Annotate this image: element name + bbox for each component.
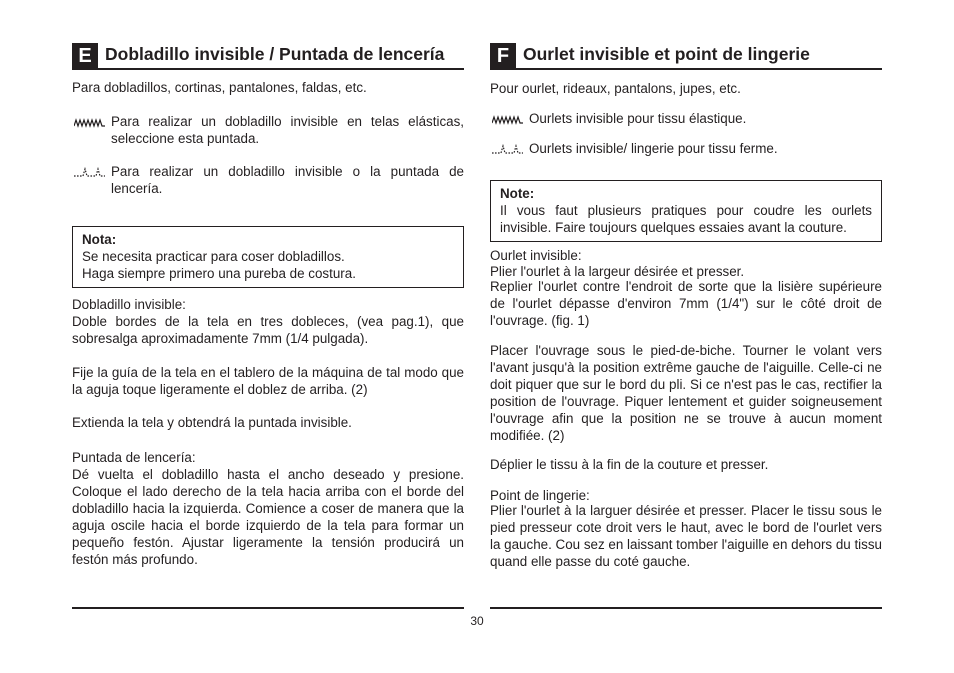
elastic-blind-stitch-icon — [74, 115, 105, 128]
stitch-description: Ourlets invisible/ lingerie pour tissu ferme. — [529, 141, 778, 156]
paragraph: Dé vuelta el dobladillo hasta el ancho deseado y presione. Coloque el lado derecho de la tela hacia arriba con el borde del dobladillo hacia la izquierda. Comience a coser de manera que la aguja oscile hacia el borde izquierdo de la tela para formar un pequeño festón. Ajustar ligeramente la tensión producirá un festón más profundo. — [72, 467, 464, 567]
paragraph: Placer l'ouvrage sous le pied-de-biche. Tourner le volant vers l'avant jusqu'à la position extrême gauche de l'aiguille. Celle-ci ne doit piquer que sur le bord du pli. Si ce n'est pas le cas, rectifier la position de l'ouvrage. Piquer lentement et guider soigneusement l'ouvrage afin que la position ne se trouve à aucun moment modifiée. (2) — [490, 343, 882, 443]
note-line: Se necesita practicar para coser dobladillos. — [82, 249, 345, 264]
paragraph: Plier l'ourlet à la largeur désirée et presser. — [490, 264, 745, 279]
paragraph: Fije la guía de la tela en el tablero de la máquina de tal modo que la aguja toque ligeramente el doblez de arriba. (2) — [72, 365, 464, 397]
note-box — [490, 180, 882, 242]
stitch-description: Para realizar un dobladillo invisible o la puntada de lencería. — [111, 164, 464, 196]
header-rule — [72, 68, 464, 70]
paragraph: Replier l'ourlet contre l'endroit de sorte que la lisière supérieure de l'ourlet dépasse d'environ 7mm (1/4") sur le côté droit de l'ouvrage. (fig. 1) — [490, 279, 882, 328]
section-title: Dobladillo invisible / Puntada de lencería — [105, 44, 445, 64]
subheading: Point de lingerie: — [490, 488, 590, 503]
intro-text: Pour ourlet, rideaux, pantalons, jupes, etc. — [490, 81, 741, 96]
section-header-e — [72, 43, 464, 70]
subheading: Puntada de lencería: — [72, 450, 196, 465]
elastic-blind-stitch-icon — [492, 112, 523, 125]
note-box — [72, 226, 464, 288]
header-rule — [490, 68, 882, 70]
intro-text: Para dobladillos, cortinas, pantalones, faldas, etc. — [72, 80, 367, 95]
paragraph: Plier l'ourlet à la larguer désirée et presser. Placer le tissu sous le pied presseur cote droit vers le haut, avec le bord de l'ourlet vers la gauche. Cou sez en laissant tomber l'aiguille en dehors du tissu quand elle passe du coté gauche. — [490, 503, 882, 569]
footer-rule-left — [72, 607, 464, 609]
section-header-f — [490, 43, 882, 70]
footer-rule-right — [490, 607, 882, 609]
section-badge: F — [490, 43, 516, 70]
note-title: Nota: — [82, 232, 117, 247]
stitch-description: Ourlets invisible pour tissu élastique. — [529, 111, 747, 126]
note-line: Haga siempre primero una pureba de costura. — [82, 266, 356, 281]
blind-stitch-icon — [74, 165, 105, 178]
section-title: Ourlet invisible et point de lingerie — [523, 44, 810, 64]
note-text: Il vous faut plusieurs pratiques pour coudre les ourlets invisible. Faire toujours quelques essaies avant la couture. — [500, 203, 872, 235]
note-title: Note: — [500, 186, 535, 201]
page-number: 30 — [470, 614, 484, 628]
paragraph: Doble bordes de la tela en tres dobleces, (vea pag.1), que sobresalga aproximadamente 7mm (1/4 pulgada). — [72, 314, 464, 346]
paragraph: Extienda la tela y obtendrá la puntada invisible. — [72, 415, 352, 430]
subheading: Dobladillo invisible: — [72, 297, 186, 312]
paragraph: Déplier le tissu à la fin de la couture et presser. — [490, 457, 769, 472]
blind-stitch-icon — [492, 142, 523, 155]
subheading: Ourlet invisible: — [490, 248, 582, 263]
section-badge: E — [72, 43, 98, 70]
stitch-description: Para realizar un dobladillo invisible en telas elásticas, seleccione esta puntada. — [111, 114, 464, 146]
